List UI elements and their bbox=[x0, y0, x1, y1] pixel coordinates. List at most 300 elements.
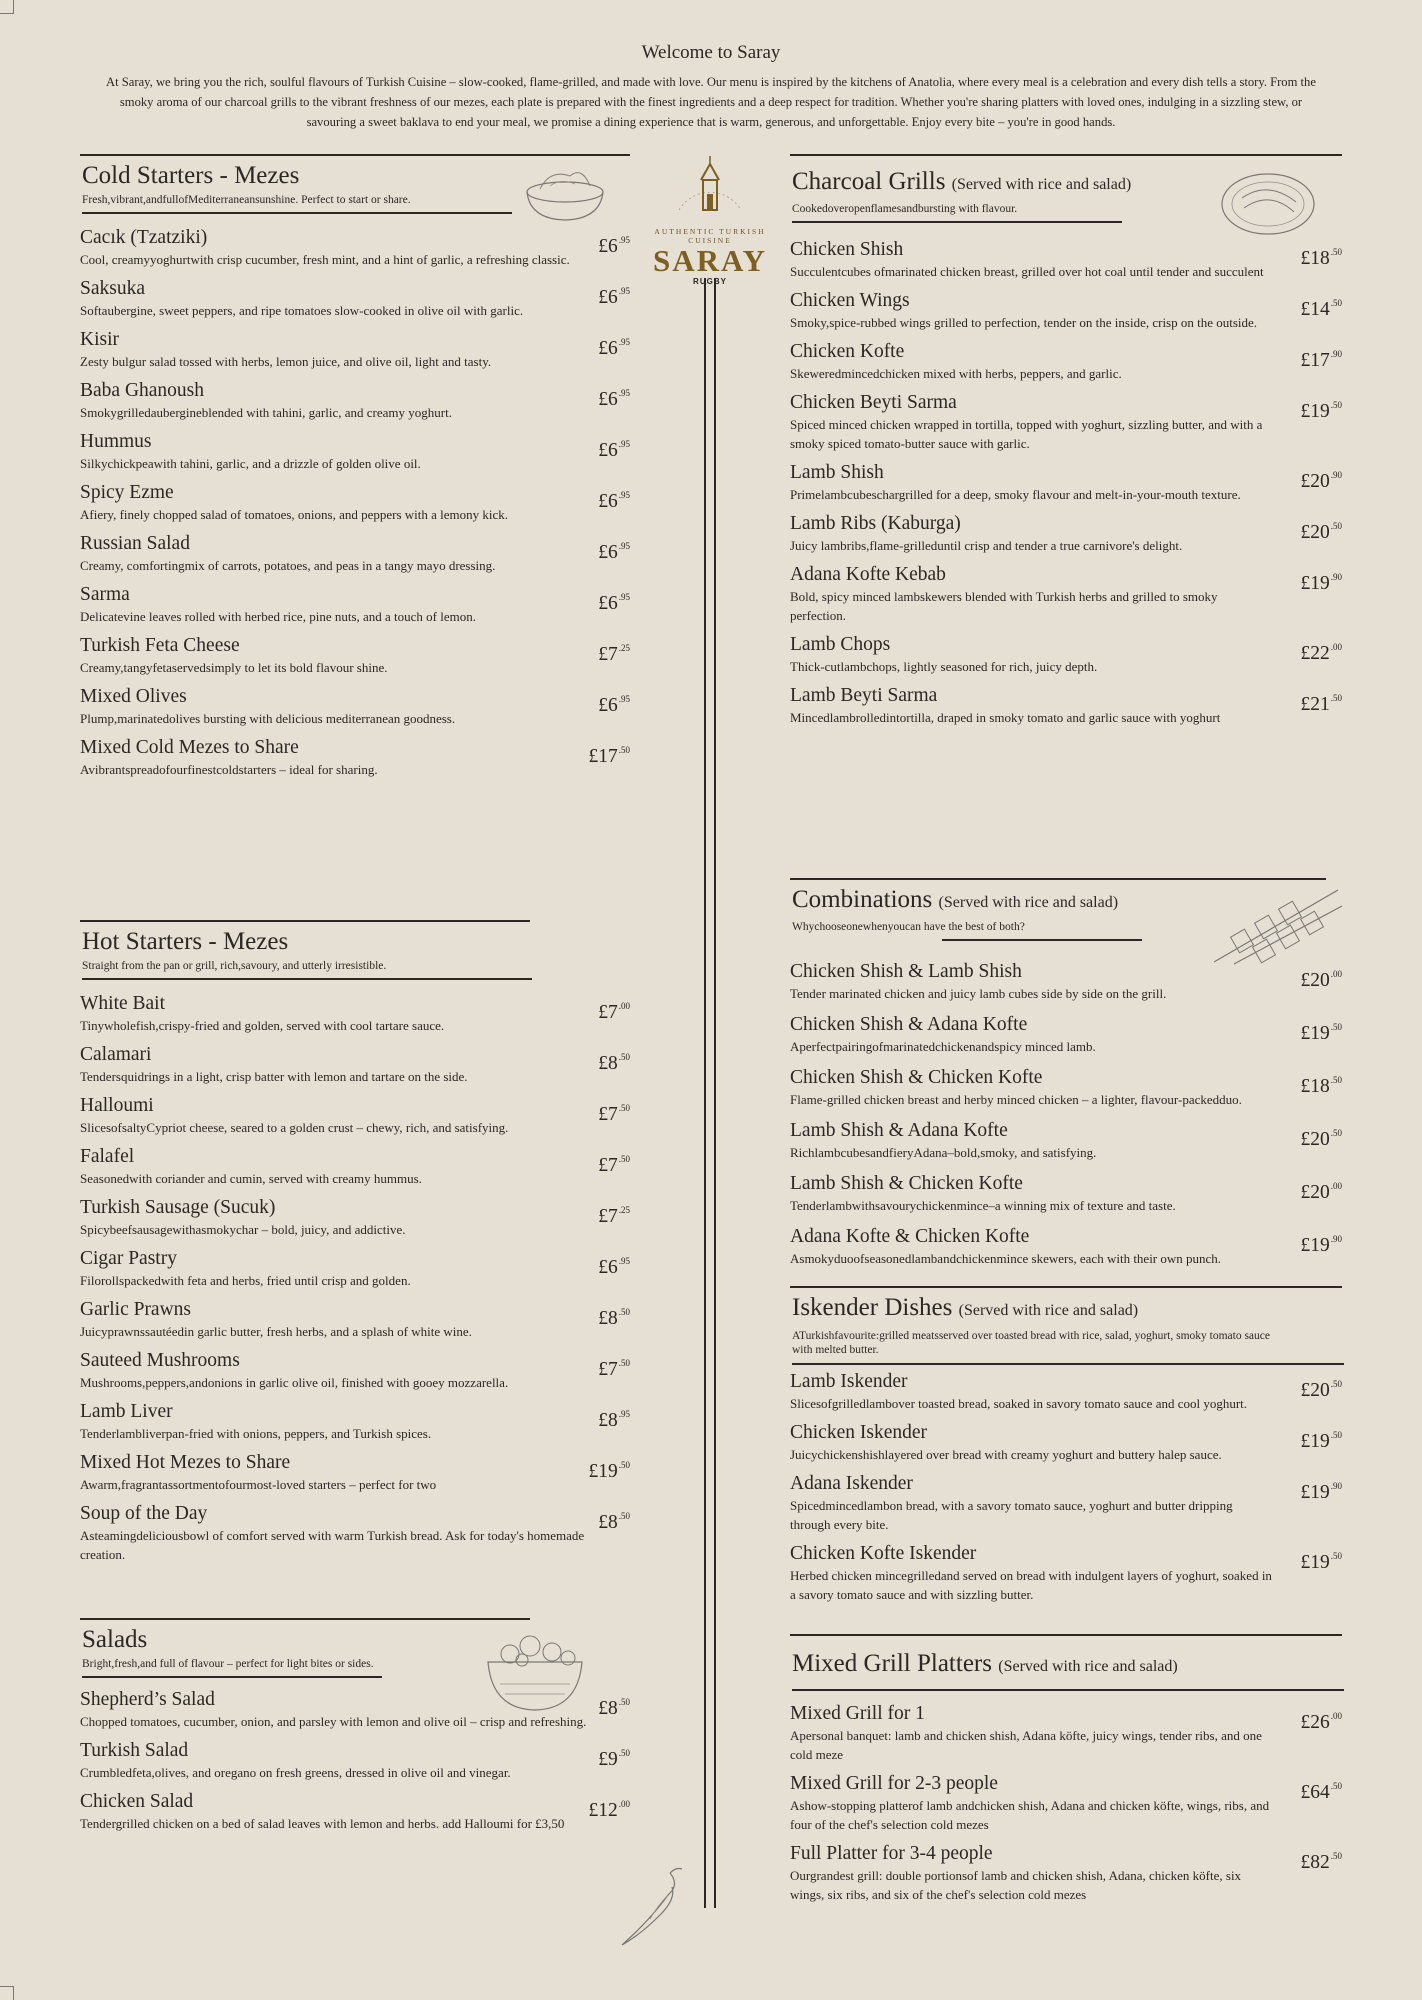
tower-emblem-icon bbox=[665, 150, 755, 222]
menu-item-name: Falafel bbox=[80, 1146, 135, 1167]
menu-item-description: Succulentcubes ofmarinated chicken breast, grilled over hot coal until tender and succulent bbox=[790, 264, 1264, 279]
section-title-text: Combinations bbox=[792, 886, 933, 913]
menu-item-description: Tinywholefish,crispy-fried and golden, served with cool tartare sauce. bbox=[80, 1018, 445, 1033]
section-salads bbox=[80, 1618, 630, 1918]
menu-item-name: Mixed Grill for 2-3 people bbox=[790, 1773, 998, 1794]
section-underline bbox=[942, 939, 1142, 941]
menu-item-name: Mixed Cold Mezes to Share bbox=[80, 737, 299, 758]
centre-double-rule bbox=[704, 278, 716, 1908]
menu-item-name: Chicken Kofte bbox=[790, 341, 905, 362]
menu-item bbox=[790, 1842, 1342, 1904]
menu-item bbox=[80, 634, 630, 677]
price-pounds: £17 bbox=[1300, 350, 1330, 371]
menu-item bbox=[80, 328, 630, 371]
menu-item-price bbox=[1301, 635, 1343, 666]
menu-item-description: Juicyprawnssautéedin garlic butter, fresh herbs, and a splash of white wine. bbox=[80, 1324, 472, 1339]
salad-bowl-icon bbox=[480, 1624, 590, 1714]
logo bbox=[640, 150, 780, 286]
menu-item-description: Asteamingdeliciousbowl of comfort served with warm Turkish bread. Ask for today's homemade creation. bbox=[80, 1528, 585, 1562]
section-title bbox=[792, 1292, 1342, 1327]
menu-item bbox=[790, 1066, 1342, 1109]
menu-item-name: Cacık (Tzatziki) bbox=[80, 227, 208, 248]
menu-item-name: Chicken Shish & Chicken Kofte bbox=[790, 1067, 1043, 1088]
price-pence: .50 bbox=[1330, 1075, 1342, 1085]
price-pounds: £6 bbox=[598, 695, 618, 716]
section-note: (Served with rice and salad) bbox=[958, 1302, 1139, 1319]
menu-item bbox=[790, 1370, 1342, 1413]
price-pounds: £22 bbox=[1300, 643, 1330, 664]
menu-item-name: Turkish Salad bbox=[80, 1740, 189, 1761]
menu-item-price bbox=[1301, 1121, 1343, 1152]
logo-place: RUGBY bbox=[693, 277, 727, 286]
menu-item bbox=[790, 1542, 1342, 1604]
menu-item-price bbox=[598, 1402, 630, 1433]
menu-item bbox=[790, 461, 1342, 504]
menu-item-description: Juicychickenshishlayered over bread with creamy yoghurt and buttery halep sauce. bbox=[790, 1447, 1222, 1462]
menu-item-description: Cool, creamyyoghurtwith crisp cucumber, fresh mint, and a hint of garlic, a refreshing classic. bbox=[80, 252, 570, 267]
section-mixed-grill-platters bbox=[790, 1634, 1342, 1924]
price-pounds: £6 bbox=[598, 542, 618, 563]
menu-item-name: Sarma bbox=[80, 584, 130, 605]
menu-item bbox=[790, 391, 1342, 453]
menu-item-description: Tender marinated chicken and juicy lamb cubes side by side on the grill. bbox=[790, 986, 1167, 1001]
menu-item-name: Mixed Grill for 1 bbox=[790, 1703, 925, 1724]
menu-item-description: RichlambcubesandfieryAdana–bold,smoky, and satisfying. bbox=[790, 1145, 1097, 1160]
price-pounds: £19 bbox=[1300, 1235, 1330, 1256]
menu-item bbox=[80, 226, 630, 269]
menu-item-name: Mixed Hot Mezes to Share bbox=[80, 1452, 291, 1473]
section-iskender bbox=[790, 1286, 1342, 1634]
menu-item-price bbox=[1301, 1544, 1343, 1575]
price-pence: .50 bbox=[618, 1460, 630, 1470]
price-pence: .00 bbox=[1330, 642, 1342, 652]
menu-item-name: White Bait bbox=[80, 993, 166, 1014]
menu-item-description: Mushrooms,peppers,andonions in garlic olive oil, finished with gooey mozzarella. bbox=[80, 1375, 509, 1390]
menu-item-description: Plump,marinatedolives bursting with delicious mediterranean goodness. bbox=[80, 711, 456, 726]
price-pounds: £19 bbox=[1300, 1431, 1330, 1452]
page-title: Welcome to Saray bbox=[641, 42, 781, 63]
section-header bbox=[790, 1636, 1342, 1694]
price-pounds: £17 bbox=[588, 746, 618, 767]
price-pence: .95 bbox=[618, 337, 630, 347]
section-hot-starters bbox=[80, 920, 630, 1618]
price-pence: .95 bbox=[618, 1256, 630, 1266]
menu-item-name: Turkish Sausage (Sucuk) bbox=[80, 1197, 276, 1218]
menu-item-name: Lamb Iskender bbox=[790, 1371, 908, 1392]
menu-item-description: Apersonal banquet: lamb and chicken shish, Adana köfte, juicy wings, tender ribs, and one cold meze bbox=[790, 1728, 1262, 1762]
section-title: Hot Starters - Mezes bbox=[82, 928, 289, 955]
menu-item-price bbox=[598, 585, 630, 616]
logo-brand: SARAY bbox=[653, 243, 767, 278]
menu-item-name: Lamb Shish & Adana Kofte bbox=[790, 1120, 1008, 1141]
menu-item-description: Slicesofgrilledlambover toasted bread, soaked in savory tomato sauce and cool yoghurt. bbox=[790, 1396, 1248, 1411]
price-pence: .50 bbox=[618, 1748, 630, 1758]
menu-item-price bbox=[598, 1300, 630, 1331]
menu-item-description: Avibrantspreadofourfinestcoldstarters – ideal for sharing. bbox=[80, 762, 378, 777]
menu-item-price bbox=[589, 1453, 631, 1484]
price-pounds: £6 bbox=[598, 1257, 618, 1278]
menu-item-name: Turkish Feta Cheese bbox=[80, 635, 240, 656]
price-pence: .00 bbox=[618, 1799, 630, 1809]
price-pounds: £14 bbox=[1300, 299, 1330, 320]
menu-item-price bbox=[1301, 291, 1343, 322]
menu-item bbox=[80, 736, 630, 779]
menu-item-price bbox=[1301, 342, 1343, 373]
price-pence: .95 bbox=[618, 1409, 630, 1419]
price-pence: .95 bbox=[618, 235, 630, 245]
menu-item-price bbox=[1301, 1423, 1343, 1454]
menu-item-description: Softaubergine, sweet peppers, and ripe tomatoes slow-cooked in olive oil with garlic. bbox=[80, 303, 524, 318]
menu-item-name: Halloumi bbox=[80, 1095, 154, 1116]
menu-item bbox=[80, 685, 630, 728]
section-underline bbox=[82, 978, 532, 980]
price-pounds: £18 bbox=[1300, 248, 1330, 269]
menu-item-price bbox=[598, 1147, 630, 1178]
menu-item bbox=[790, 289, 1342, 332]
menu-item bbox=[80, 1196, 630, 1239]
menu-item-description: Zesty bulgur salad tossed with herbs, lemon juice, and olive oil, light and tasty. bbox=[80, 354, 492, 369]
price-pounds: £7 bbox=[598, 1104, 618, 1125]
menu-item-name: Adana Iskender bbox=[790, 1473, 913, 1494]
menu-item bbox=[790, 512, 1342, 555]
price-pence: .50 bbox=[1330, 693, 1342, 703]
menu-item-name: Chicken Beyti Sarma bbox=[790, 392, 957, 413]
price-pence: .95 bbox=[618, 490, 630, 500]
menu-item-price bbox=[598, 279, 630, 310]
menu-item-description: Smoky,spice-rubbed wings grilled to perfection, tender on the inside, crisp on the outside. bbox=[790, 315, 1258, 330]
menu-item-name: Lamb Shish & Chicken Kofte bbox=[790, 1173, 1023, 1194]
menu-item-price bbox=[598, 228, 630, 259]
price-pounds: £20 bbox=[1300, 1380, 1330, 1401]
menu-item-name: Adana Kofte & Chicken Kofte bbox=[790, 1226, 1030, 1247]
section-note: (Served with rice and salad) bbox=[951, 176, 1132, 193]
section-title-text: Iskender Dishes bbox=[792, 1294, 953, 1321]
price-pence: .90 bbox=[1330, 1481, 1342, 1491]
menu-item bbox=[80, 277, 630, 320]
menu-item-price bbox=[598, 1045, 630, 1076]
price-pence: .50 bbox=[618, 1358, 630, 1368]
menu-item-name: Spicy Ezme bbox=[80, 482, 174, 503]
section-underline bbox=[792, 221, 1122, 223]
menu-item-name: Lamb Ribs (Kaburga) bbox=[790, 513, 961, 534]
section-title-text: Mixed Grill Platters bbox=[792, 1650, 992, 1677]
price-pence: .95 bbox=[618, 592, 630, 602]
price-pounds: £19 bbox=[1300, 1482, 1330, 1503]
price-pounds: £6 bbox=[598, 389, 618, 410]
menu-item-name: Sauteed Mushrooms bbox=[80, 1350, 240, 1371]
price-pounds: £6 bbox=[598, 236, 618, 257]
menu-item-price bbox=[1301, 1474, 1343, 1505]
price-pence: .50 bbox=[1330, 1379, 1342, 1389]
menu-item-price bbox=[1301, 1174, 1343, 1205]
section-subtitle: Bright,fresh,and full of flavour – perfect for light bites or sides. bbox=[82, 1658, 374, 1670]
menu-item bbox=[80, 430, 630, 473]
menu-item-description: Tenderlambliverpan-fried with onions, peppers, and Turkish spices. bbox=[80, 1426, 432, 1441]
section-title bbox=[792, 1648, 1342, 1683]
price-pence: .50 bbox=[618, 1154, 630, 1164]
price-pounds: £8 bbox=[598, 1698, 618, 1719]
logo-ring-text: AUTHENTIC TURKISH CUISINE bbox=[654, 227, 766, 245]
section-underline bbox=[792, 1363, 1344, 1365]
menu-item bbox=[80, 992, 630, 1035]
menu-item-name: Full Platter for 3-4 people bbox=[790, 1843, 993, 1864]
dip-bowl-icon bbox=[520, 164, 610, 226]
menu-item-name: Cigar Pastry bbox=[80, 1248, 177, 1269]
menu-item-description: Skeweredmincedchicken mixed with herbs, peppers, and garlic. bbox=[790, 366, 1122, 381]
menu-item-description: Delicatevine leaves rolled with herbed rice, pine nuts, and a touch of lemon. bbox=[80, 609, 476, 624]
price-pounds: £6 bbox=[598, 338, 618, 359]
menu-item bbox=[790, 684, 1342, 727]
menu-item-description: Chopped tomatoes, cucumber, onion, and parsley with lemon and olive oil – crisp and refreshing. bbox=[80, 1714, 587, 1729]
menu-item-name: Lamb Beyti Sarma bbox=[790, 685, 938, 706]
intro-text: At Saray, we bring you the rich, soulful flavours of Turkish Cuisine – slow-cooked, flame-grilled, and made with love. Our menu is inspired by the kitchens of Anatolia, where every meal is a celebration and every dish tells a story. From the smoky aroma of our charcoal grills to the vibrant freshness of our mezes, each plate is prepared with the finest ingredients and a deep respect for tradition. Whether you're sharing platters with loved ones, indulging in a sizzling stew, or savouring a sweet baklava to end your meal, we promise a dining experience that is warm, generous, and unforgettable. Enjoy every bite – you're in good hands. bbox=[106, 75, 1316, 129]
menu-item-price bbox=[1301, 1227, 1343, 1258]
price-pounds: £18 bbox=[1300, 1076, 1330, 1097]
section-cold-starters bbox=[80, 154, 630, 920]
menu-item-price bbox=[1301, 565, 1343, 596]
price-pence: .50 bbox=[1330, 1128, 1342, 1138]
menu-item bbox=[80, 1094, 630, 1137]
menu-item-name: Chicken Iskender bbox=[790, 1422, 927, 1443]
price-pounds: £20 bbox=[1300, 1182, 1330, 1203]
menu-item-price bbox=[1301, 1844, 1343, 1875]
menu-item bbox=[80, 1790, 630, 1833]
price-pounds: £19 bbox=[588, 1461, 618, 1482]
price-pounds: £19 bbox=[1300, 1023, 1330, 1044]
menu-item-description: Smokygrilledauberginеblended with tahini, garlic, and creamy yoghurt. bbox=[80, 405, 452, 420]
crop-mark-top-left bbox=[0, 0, 14, 14]
price-pence: .90 bbox=[1330, 1234, 1342, 1244]
price-pence: .95 bbox=[618, 286, 630, 296]
section-header bbox=[790, 1288, 1342, 1362]
price-pounds: £82 bbox=[1300, 1852, 1330, 1873]
menu-item-price bbox=[1301, 514, 1343, 545]
price-pounds: £6 bbox=[598, 491, 618, 512]
menu-item-price bbox=[598, 1504, 630, 1535]
menu-item bbox=[80, 1400, 630, 1443]
price-pence: .90 bbox=[1330, 349, 1342, 359]
menu-item-description: Mincedlambrolledintortilla, draped in smoky tomato and garlic sauce with yoghurt bbox=[790, 710, 1221, 725]
price-pence: .25 bbox=[618, 643, 630, 653]
price-pence: .50 bbox=[1330, 247, 1342, 257]
section-subtitle: ATurkishfavourite:grilled meatsserved over toasted bread with rice, salad, yoghurt, smoky tomato sauce with melted butter. bbox=[792, 1330, 1270, 1356]
menu-item bbox=[80, 1298, 630, 1341]
menu-item bbox=[80, 481, 630, 524]
menu-item-price bbox=[598, 381, 630, 412]
menu-item-name: Hummus bbox=[80, 431, 152, 452]
menu-item-price bbox=[1301, 463, 1343, 494]
menu-item-price bbox=[1301, 1774, 1343, 1805]
section-underline bbox=[792, 1689, 1344, 1691]
menu-item bbox=[80, 1739, 630, 1782]
menu-item-price bbox=[598, 1351, 630, 1382]
menu-item-price bbox=[598, 1690, 630, 1721]
menu-item bbox=[80, 532, 630, 575]
menu-item-name: Chicken Shish bbox=[790, 239, 904, 260]
menu-item-name: Shepherd’s Salad bbox=[80, 1689, 215, 1710]
menu-item-price bbox=[1301, 1015, 1343, 1046]
menu-item-name: Chicken Shish & Lamb Shish bbox=[790, 961, 1022, 982]
section-subtitle: Fresh,vibrant,andfullofMediterraneansunshine. Perfect to start or share. bbox=[82, 194, 411, 206]
menu-item bbox=[790, 633, 1342, 676]
menu-item-description: Seasonedwith coriander and cumin, served with creamy hummus. bbox=[80, 1171, 422, 1186]
right-column bbox=[790, 154, 1342, 1924]
menu-item-name: Soup of the Day bbox=[80, 1503, 208, 1524]
menu-item-price bbox=[1301, 1372, 1343, 1403]
menu-item bbox=[790, 1172, 1342, 1215]
menu-item-description: Juicy lambribs,flame-grilleduntil crisp and tender a true carnivore's delight. bbox=[790, 538, 1183, 553]
menu-item bbox=[790, 1421, 1342, 1464]
menu-item-price bbox=[1301, 962, 1343, 993]
menu-item bbox=[80, 583, 630, 626]
menu-item-description: Aperfectpairingofmarinatedchickenandspicy minced lamb. bbox=[790, 1039, 1096, 1054]
price-pounds: £8 bbox=[598, 1512, 618, 1533]
price-pounds: £19 bbox=[1300, 1552, 1330, 1573]
centre-divider bbox=[640, 150, 780, 286]
price-pounds: £7 bbox=[598, 1359, 618, 1380]
price-pounds: £6 bbox=[598, 440, 618, 461]
menu-item-description: Filorollspackedwith feta and herbs, fried until crisp and golden. bbox=[80, 1273, 411, 1288]
menu-item-description: Thick-cutlambchops, lightly seasoned for rich, juicy depth. bbox=[790, 659, 1098, 674]
menu-item-price bbox=[598, 1096, 630, 1127]
menu-item-name: Lamb Shish bbox=[790, 462, 884, 483]
menu-item-description: Ashow-stopping platterof lamb andchicken shish, Adana and chicken köfte, wings, ribs, and four of the chef's selection cold mezes bbox=[790, 1798, 1270, 1832]
menu-item-description: Tendersquidrings in a light, crisp batter with lemon and tartare on the side. bbox=[80, 1069, 468, 1084]
price-pence: .95 bbox=[618, 541, 630, 551]
menu-item-price bbox=[1301, 393, 1343, 424]
menu-item-description: Bold, spicy minced lambskewers blended with Turkish herbs and grilled to smoky perfection. bbox=[790, 589, 1218, 623]
menu-item bbox=[790, 960, 1342, 1003]
section-note: (Served with rice and salad) bbox=[998, 1658, 1178, 1675]
menu-item-description: Spiced minced chicken wrapped in tortilla, topped with yoghurt, sizzling butter, and with a smoky spiced tomato-butter sauce with garlic. bbox=[790, 417, 1263, 451]
price-pounds: £8 bbox=[598, 1308, 618, 1329]
menu-item-name: Adana Kofte Kebab bbox=[790, 564, 946, 585]
price-pounds: £26 bbox=[1300, 1712, 1330, 1733]
menu-item-name: Baba Ghanoush bbox=[80, 380, 205, 401]
price-pounds: £6 bbox=[598, 287, 618, 308]
chili-pepper-icon bbox=[610, 1865, 690, 1955]
price-pounds: £21 bbox=[1300, 694, 1330, 715]
menu-item bbox=[790, 1013, 1342, 1056]
section-underline bbox=[82, 1676, 382, 1678]
price-pence: .50 bbox=[618, 1307, 630, 1317]
price-pence: .50 bbox=[618, 1103, 630, 1113]
menu-item bbox=[790, 340, 1342, 383]
menu-item-description: Spicedmincedlambon bread, with a savory tomato sauce, yoghurt and butter dripping through every bite. bbox=[790, 1498, 1233, 1532]
menu-item-description: Primelambcubeschargrilled for a deep, smoky flavour and melt-in-your-mouth texture. bbox=[790, 487, 1241, 502]
price-pounds: £7 bbox=[598, 644, 618, 665]
menu-item bbox=[790, 1702, 1342, 1764]
menu-item-price bbox=[598, 687, 630, 718]
menu-item-name: Chicken Shish & Adana Kofte bbox=[790, 1014, 1028, 1035]
menu-item-price bbox=[1301, 686, 1343, 717]
menu-item-description: Asmokyduoofseasonedlambandchickenmince skewers, each with their own punch. bbox=[790, 1251, 1222, 1266]
menu-item-description: Creamy,tangyfetaservedsimply to let its bold flavour shine. bbox=[80, 660, 388, 675]
price-pence: .25 bbox=[618, 1205, 630, 1215]
price-pence: .50 bbox=[1330, 521, 1342, 531]
price-pounds: £20 bbox=[1300, 522, 1330, 543]
section-subtitle: Straight from the pan or grill, rich,savoury, and utterly irresistible. bbox=[82, 960, 387, 972]
menu-item-description: SlicesofsaltyCypriot cheese, seared to a golden crust – chewy, rich, and satisfying. bbox=[80, 1120, 509, 1135]
price-pounds: £7 bbox=[598, 1002, 618, 1023]
menu-item-name: Lamb Liver bbox=[80, 1401, 173, 1422]
menu-item-description: Tendergrilled chicken on a bed of salad leaves with lemon and herbs. add Halloumi for £3,50 bbox=[80, 1816, 565, 1831]
price-pence: .50 bbox=[618, 1511, 630, 1521]
menu-item-price bbox=[1301, 240, 1343, 271]
menu-item bbox=[790, 238, 1342, 281]
price-pounds: £7 bbox=[598, 1206, 618, 1227]
menu-item-description: Crumbledfeta,olives, and oregano on fresh greens, dressed in olive oil and vinegar. bbox=[80, 1765, 511, 1780]
price-pence: .00 bbox=[1330, 1711, 1342, 1721]
menu-item bbox=[80, 1451, 630, 1494]
price-pence: .95 bbox=[618, 694, 630, 704]
price-pence: .50 bbox=[1330, 1430, 1342, 1440]
price-pence: .50 bbox=[1330, 1781, 1342, 1791]
section-note: (Served with rice and salad) bbox=[938, 894, 1119, 911]
price-pounds: £20 bbox=[1300, 471, 1330, 492]
price-pence: .00 bbox=[1330, 1181, 1342, 1191]
price-pounds: £9 bbox=[598, 1749, 618, 1770]
section-title: Salads bbox=[82, 1626, 148, 1653]
menu-item-name: Mixed Olives bbox=[80, 686, 187, 707]
menu-item-price bbox=[589, 1792, 631, 1823]
menu-item-price bbox=[1301, 1704, 1343, 1735]
menu-item bbox=[80, 379, 630, 422]
price-pounds: £6 bbox=[598, 593, 618, 614]
menu-item bbox=[80, 1247, 630, 1290]
menu-item-name: Lamb Chops bbox=[790, 634, 891, 655]
menu-item-name: Chicken Kofte Iskender bbox=[790, 1543, 977, 1564]
price-pounds: £20 bbox=[1300, 1129, 1330, 1150]
price-pounds: £19 bbox=[1300, 573, 1330, 594]
menu-item-description: Flame-grilled chicken breast and herby minced chicken – a lighter, flavour-packedduo. bbox=[790, 1092, 1242, 1107]
price-pence: .50 bbox=[618, 1052, 630, 1062]
menu-item bbox=[790, 1472, 1342, 1534]
price-pence: .50 bbox=[618, 1697, 630, 1707]
price-pounds: £12 bbox=[588, 1800, 618, 1821]
price-pence: .95 bbox=[618, 388, 630, 398]
intro bbox=[100, 42, 1322, 132]
menu-item-price bbox=[598, 330, 630, 361]
section-title: Cold Starters - Mezes bbox=[82, 162, 300, 189]
menu-item-price bbox=[598, 1741, 630, 1772]
menu-item-name: Kisir bbox=[80, 329, 119, 350]
menu-item-price bbox=[598, 636, 630, 667]
section-combinations bbox=[790, 878, 1342, 1286]
menu-item-price bbox=[589, 738, 631, 769]
menu-item-name: Garlic Prawns bbox=[80, 1299, 192, 1320]
menu-item-price bbox=[598, 534, 630, 565]
menu-item-name: Chicken Salad bbox=[80, 1791, 194, 1812]
menu-item-price bbox=[598, 483, 630, 514]
menu-item-price bbox=[598, 1198, 630, 1229]
menu-item-description: Silkychickpeawith tahini, garlic, and a drizzle of golden olive oil. bbox=[80, 456, 421, 471]
menu-item-description: Awarm,fragrantassortmentofourmost-loved starters – perfect for two bbox=[80, 1477, 437, 1492]
menu-item-name: Saksuka bbox=[80, 278, 145, 299]
section-header bbox=[80, 922, 630, 984]
menu-item bbox=[790, 563, 1342, 625]
menu-item bbox=[790, 1225, 1342, 1268]
price-pence: .90 bbox=[1330, 470, 1342, 480]
price-pence: .00 bbox=[1330, 969, 1342, 979]
grilled-plate-icon bbox=[1218, 166, 1318, 242]
menu-item bbox=[790, 1119, 1342, 1162]
menu-item-description: Ourgrandest grill: double portionsof lamb and chicken shish, Adana, chicken köfte, six wings, six ribs, and six of the chef's selection cold mezes bbox=[790, 1868, 1242, 1902]
menu-item-description: Spicybeefsausagewithasmokychar – bold, juicy, and addictive. bbox=[80, 1222, 406, 1237]
price-pence: .50 bbox=[1330, 1551, 1342, 1561]
menu-item-description: Creamy, comfortingmix of carrots, potatoes, and peas in a tangy mayo dressing. bbox=[80, 558, 496, 573]
price-pounds: £64 bbox=[1300, 1782, 1330, 1803]
